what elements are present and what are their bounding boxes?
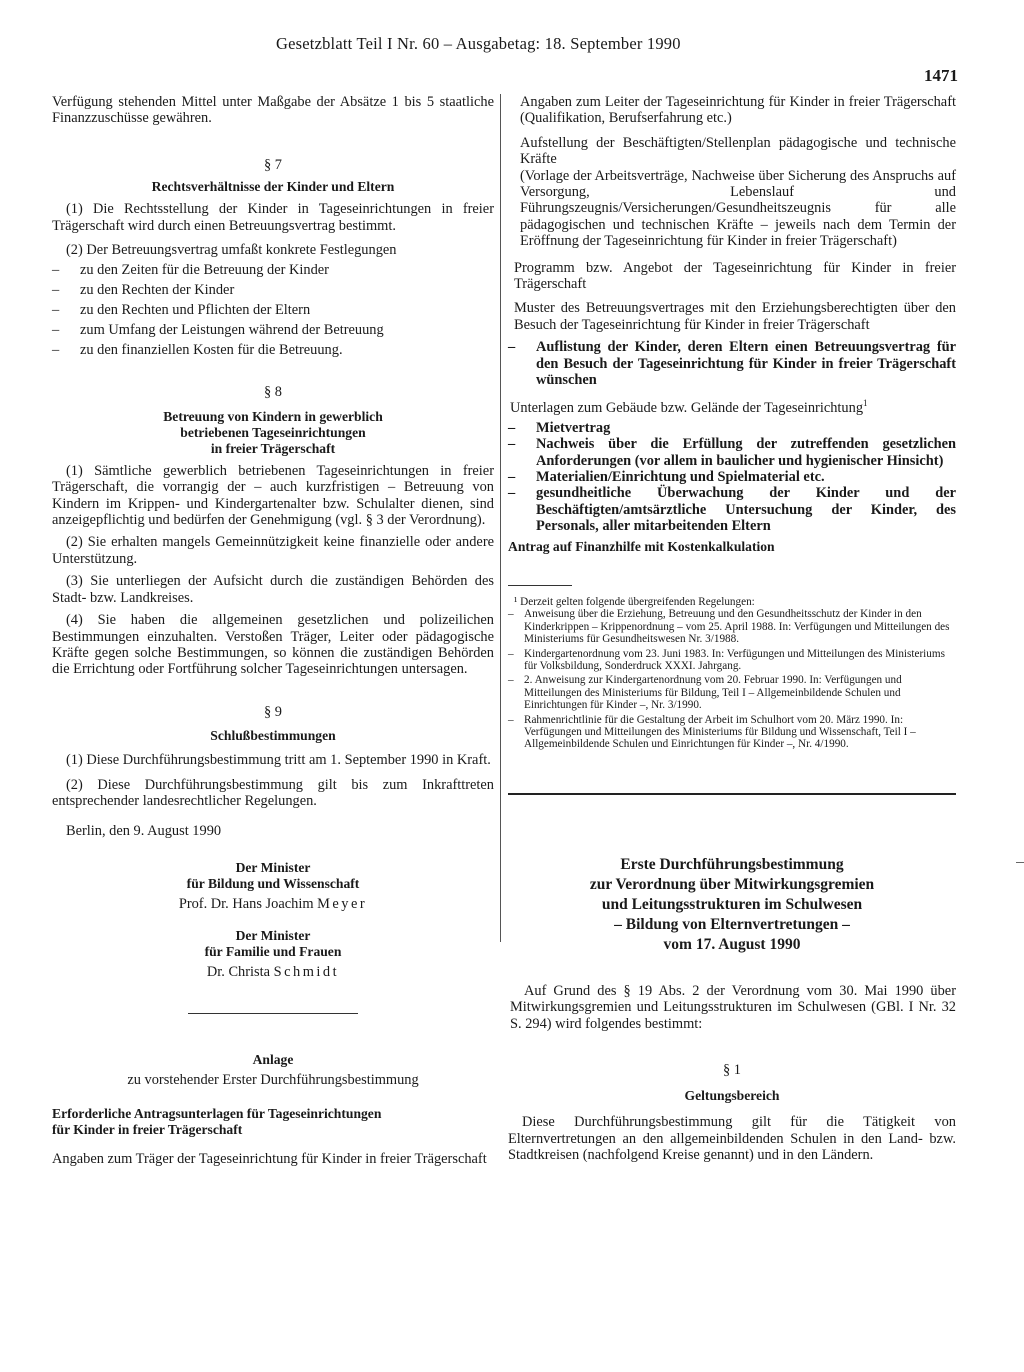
- anlage-paragraph-3-detail: (Vorlage der Arbeitsverträge, Nachweise über Sicherung des Anspruchs auf Versorgung, Lebenslauf und Führungszeugnis/Versicherungen/Gesundheitszeugnis für alle pädagogischen und technischen Kräfte – jeweils nach dem Termin der Eröffnung der Tageseinrichtung für Kinder in freier Trägerschaft): [520, 167, 956, 250]
- anlage-paragraph-4: Programm bzw. Angebot der Tageseinrichtung für Kinder in freier Trägerschaft: [514, 259, 956, 293]
- gazette-title: Gesetzblatt Teil I Nr. 60 – Ausgabetag: 18. September 1990: [276, 34, 681, 53]
- anlage-paragraph-7: Antrag auf Finanzhilfe mit Kostenkalkulation: [508, 538, 775, 554]
- section-8-paragraph-3: (3) Sie unterliegen der Aufsicht durch die zuständigen Behörden des Stadt- bzw. Landkreises.: [52, 573, 494, 606]
- signer-2-title-line-1: Der Minister: [235, 928, 311, 944]
- title-line: Erste Durchführungsbestimmung: [620, 855, 844, 873]
- new-section-1-paragraph: Diese Durchführungsbestimmung gilt für die Tätigkeit von Elternvertretungen an den allgemeinbildenden Schulen in den Land- bzw. Stadtkreisen (nachfolgend Kreise genannt) und in den Ländern.: [508, 1114, 956, 1164]
- footnote-reference: 1: [863, 397, 868, 408]
- section-8-heading-line-3: in freier Trägerschaft: [210, 440, 336, 456]
- section-8-paragraph-2: (2) Sie erhalten mangels Gemeinnützigkeit keine finanzielle oder andere Unterstützung.: [52, 534, 494, 567]
- list-item: – zu den Rechten und Pflichten der Eltern: [52, 300, 494, 320]
- anlage-paragraph-5-list: [508, 339, 956, 388]
- footnote-intro: ¹ Derzeit gelten folgende übergreifenden Regelungen:: [514, 595, 755, 608]
- right-column: [508, 94, 956, 1164]
- section-8-sign: § 8: [264, 384, 282, 401]
- column-divider: [500, 94, 501, 942]
- footnote-item: – Rahmenrichtlinie für die Gestaltung der Arbeit im Schulhort vom 20. März 1990. In: Verfügungen und Mitteilungen des Ministeriums für Bildung und Wissenschaft, Teil I – Allgemeinbildende Schulen und Einrichtungen für Kinder –, Nr. 4/1990.: [508, 714, 956, 751]
- anlage-paragraph-3: Aufstellung der Beschäftigten/Stellenplan pädagogische und technische Kräfte: [520, 134, 956, 168]
- title-line: und Leitungsstrukturen im Schulwesen: [601, 895, 863, 913]
- section-8-heading-line-2: betriebenen Tageseinrichtungen: [180, 424, 366, 440]
- section-9-paragraph-1: (1) Diese Durchführungsbestimmung tritt am 1. September 1990 in Kraft.: [66, 752, 491, 769]
- section-9-sign: § 9: [264, 703, 282, 720]
- new-document-title: [508, 855, 956, 955]
- anlage-paragraph-6-text: Unterlagen zum Gebäude bzw. Gelände der Tageseinrichtung: [510, 399, 864, 416]
- signer-1-name: [52, 896, 494, 912]
- new-document-intro: Auf Grund des § 19 Abs. 2 der Verordnung vom 30. Mai 1990 über Mitwirkungsgremien und Leitungsstrukturen im Schulwesen (GBl. I Nr. 32 S. 294) wird folgendes bestimmt:: [510, 982, 956, 1032]
- footnote-item: – Anweisung über die Erziehung, Betreuung und den Gesundheitsschutz der Kinder in den Kinderkrippen – Krippenordnung – vom 25. April 1988. In: Verfügungen und Mitteilungen des Ministeriums für Gesundheitswesen Nr. 3/1988.: [508, 608, 956, 645]
- section-7-list: [52, 260, 494, 360]
- list-item: – Materialien/Einrichtung und Spielmaterial etc.: [508, 469, 956, 485]
- section-7-sign: § 7: [264, 156, 282, 173]
- anlage-paragraph-1: Angaben zum Träger der Tageseinrichtung für Kinder in freier Trägerschaft: [52, 1150, 487, 1167]
- list-item: – zu den Zeiten für die Betreuung der Kinder: [52, 260, 494, 280]
- list-item: – Mietvertrag: [508, 420, 956, 436]
- section-8-paragraph-4: (4) Sie haben die allgemeinen gesetzlichen und polizeilichen Bestimmungen einzuhalten. Verstoßen Träger, Leiter oder pädagogische Kräfte gegen solche Bestimmungen, so können die zuständigen Behörden die Errichtung oder Fortführung solcher Tageseinrichtungen untersagen.: [52, 612, 494, 678]
- section-9-heading: Schlußbestimmungen: [210, 728, 336, 744]
- signer-2-name-prefix: Dr. Christa: [206, 964, 274, 981]
- page-number: 1471: [924, 66, 958, 85]
- footnote-item: – 2. Anweisung zur Kindergartenordnung vom 20. Februar 1990. In: Verfügungen und Mitteilungen des Ministeriums für Bildung, Teil I – Allgemeinbildende Schulen und Einrichtungen für Kinder –, Nr. 3/1990.: [508, 674, 956, 711]
- page-header: [0, 34, 1024, 85]
- section-7-heading: Rechtsverhältnisse der Kinder und Eltern: [151, 179, 395, 195]
- signer-2-surname: Schmidt: [273, 964, 340, 981]
- new-section-1-heading: Geltungsbereich: [684, 1088, 780, 1104]
- left-column: [52, 94, 494, 1167]
- anlage-subtitle: zu vorstehender Erster Durchführungsbestimmung: [127, 1071, 419, 1088]
- footnote-list: [508, 608, 956, 750]
- signer-2-title-line-2: für Familie und Frauen: [204, 944, 342, 960]
- title-line: – Bildung von Elternvertretungen –: [614, 915, 850, 933]
- list-item: – zu den Rechten der Kinder: [52, 280, 494, 300]
- anlage-heading-line-2: für Kinder in freier Trägerschaft: [52, 1122, 243, 1138]
- anlage-heading-line-1: Erforderliche Antragsunterlagen für Tageseinrichtungen: [52, 1105, 382, 1121]
- title-line: vom 17. August 1990: [663, 935, 801, 953]
- section-9-paragraph-2: (2) Diese Durchführungsbestimmung gilt bis zum Inkrafttreten entsprechender landesrechtlicher Regelungen.: [52, 776, 494, 809]
- list-item: – zu den finanziellen Kosten für die Betreuung.: [52, 340, 494, 360]
- list-item: – Auflistung der Kinder, deren Eltern einen Betreuungsvertrag für den Besuch der Tageseinrichtung für Kinder in freier Trägerschaft wünschen: [508, 339, 956, 388]
- anlage-paragraph-2: Angaben zum Leiter der Tageseinrichtung für Kinder in freier Trägerschaft (Qualifikation, Berufserfahrung etc.): [520, 94, 956, 127]
- section-8-heading-line-1: Betreuung von Kindern in gewerblich: [163, 408, 383, 424]
- signer-1-title-line-1: Der Minister: [235, 859, 311, 875]
- title-line: zur Verordnung über Mitwirkungsgremien: [589, 875, 875, 893]
- anlage-paragraph-6-list: [508, 420, 956, 535]
- signer-1-name-prefix: Prof. Dr. Hans Joachim: [178, 895, 318, 912]
- anlage-paragraph-5: Muster des Betreuungsvertrages mit den Erziehungsberechtigten über den Besuch der Tageseinrichtung für Kinder in freier Trägerschaft: [514, 300, 956, 333]
- margin-mark: [1016, 862, 1024, 863]
- new-section-1-sign: § 1: [723, 1062, 741, 1079]
- anlage-paragraph-6: [508, 395, 956, 416]
- section-7-paragraph-1: (1) Die Rechtsstellung der Kinder in Tageseinrichtungen in freier Trägerschaft wird durch einen Betreuungsvertrag bestimmt.: [52, 201, 494, 234]
- list-item: – gesundheitliche Überwachung der Kinder und der Beschäftigten/amtsärztliche Untersuchung der Kinder, des Personals, aller mitarbeitenden Eltern: [508, 485, 956, 534]
- section-8-paragraph-1: (1) Sämtliche gewerblich betriebenen Tageseinrichtungen in freier Trägerschaft, die vorrangig der – auch kurzfristigen – Betreuung von Kindern im Krippen- und Kindergartenalter bzw. Schulalter dienen, sind anzeigepflichtig und bedürfen der Genehmigung (vgl. § 3 der Verordnung).: [52, 462, 494, 529]
- signer-1-surname: Meyer: [317, 895, 368, 912]
- place-and-date: Berlin, den 9. August 1990: [66, 823, 222, 840]
- section-7-paragraph-2: (2) Der Betreuungsvertrag umfaßt konkrete Festlegungen: [66, 242, 397, 259]
- footnote-block: [508, 596, 956, 751]
- intro-paragraph: Verfügung stehenden Mittel unter Maßgabe der Absätze 1 bis 5 staatliche Finanzzuschüsse gewähren.: [52, 94, 494, 127]
- signer-2-name: [52, 964, 494, 980]
- list-item: – zum Umfang der Leistungen während der Betreuung: [52, 320, 494, 340]
- footnote-item: – Kindergartenordnung vom 23. Juni 1983. In: Verfügungen und Mitteilungen des Ministeriums für Volksbildung, Sonderdruck XXXI. Jahrgang.: [508, 648, 956, 673]
- list-item: – Nachweis über die Erfüllung der zutreffenden gesetzlichen Anforderungen (vor allem in baulicher und hygienischer Hinsicht): [508, 436, 956, 469]
- signer-1-title-line-2: für Bildung und Wissenschaft: [186, 875, 360, 891]
- anlage-title: Anlage: [252, 1051, 294, 1067]
